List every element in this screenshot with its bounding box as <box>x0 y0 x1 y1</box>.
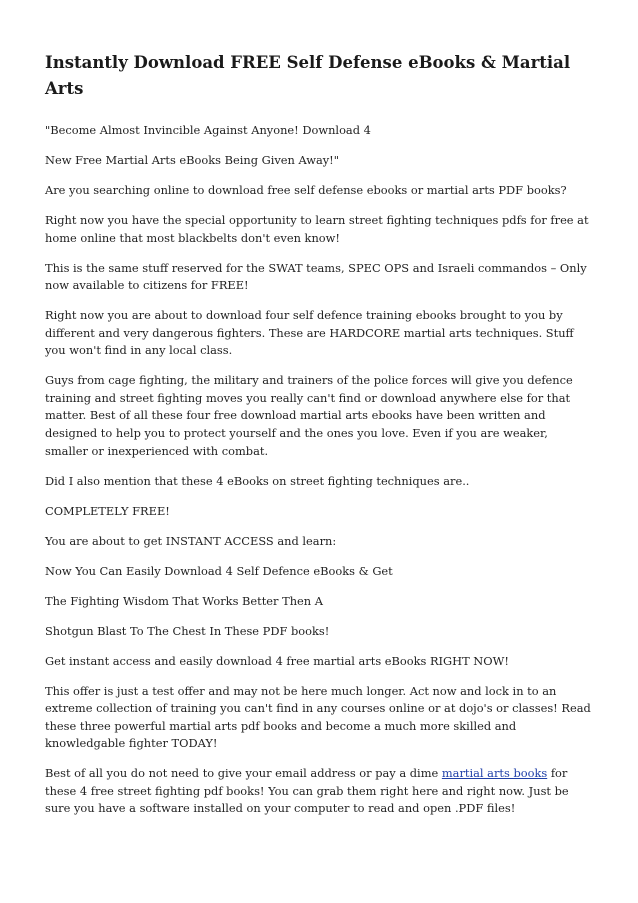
paragraph: The Fighting Wisdom That Works Better Then A <box>45 593 323 608</box>
document-page <box>45 50 593 830</box>
paragraph: COMPLETELY FREE! <box>45 503 170 518</box>
paragraph: You are about to get INSTANT ACCESS and learn: <box>45 533 337 548</box>
paragraph: This offer is just a test offer and may not be here much longer. Act now and lock in to an extreme collection of training you can't find in any courses online or at dojo's or classes! Read these three powerful martial arts pdf books and become a much more skilled and knowledgable fighter TODAY! <box>45 683 591 751</box>
paragraph: Shotgun Blast To The Chest In These PDF books! <box>45 623 330 638</box>
final-paragraph <box>45 765 593 818</box>
paragraph: Did I also mention that these 4 eBooks on street fighting techniques are.. <box>45 473 470 488</box>
martial-arts-books-link[interactable]: martial arts books <box>441 766 548 781</box>
paragraph: "Become Almost Invincible Against Anyone! Download 4 <box>45 123 371 137</box>
paragraph: Right now you have the special opportunity to learn street fighting techniques pdfs for free at home online that most blackbelts don't even know! <box>45 212 589 245</box>
paragraph: Now You Can Easily Download 4 Self Defence eBooks & Get <box>45 563 393 578</box>
paragraph: Guys from cage fighting, the military and trainers of the police forces will give you defence training and street fighting moves you really can't find or download anywhere else for that matter. Best of all these four free download martial arts ebooks have been written and designed to help you to protect yourself and the ones you love. Even if you are weaker, smaller or inexperienced with combat. <box>45 373 573 458</box>
paragraph: New Free Martial Arts eBooks Being Given Away!" <box>45 152 339 167</box>
document-title: Instantly Download FREE Self Defense eBooks & Martial Arts <box>45 53 571 98</box>
paragraph: Get instant access and easily download 4 free martial arts eBooks RIGHT NOW! <box>45 653 509 668</box>
final-paragraph-after: for these 4 free street fighting pdf books! You can grab them right here and right now. Just be sure you have a software installed on your computer to read and open .PDF files! <box>45 766 569 816</box>
paragraph: Are you searching online to download free self defense ebooks or martial arts PDF books? <box>45 182 567 197</box>
final-paragraph-before: Best of all you do not need to give your email address or pay a dime <box>45 766 442 781</box>
paragraph: This is the same stuff reserved for the SWAT teams, SPEC OPS and Israeli commandos – Only now available to citizens for FREE! <box>45 260 587 293</box>
paragraph: Right now you are about to download four self defence training ebooks brought to you by different and very dangerous fighters. These are HARDCORE martial arts techniques. Stuff you won't find in any local class. <box>45 308 574 358</box>
